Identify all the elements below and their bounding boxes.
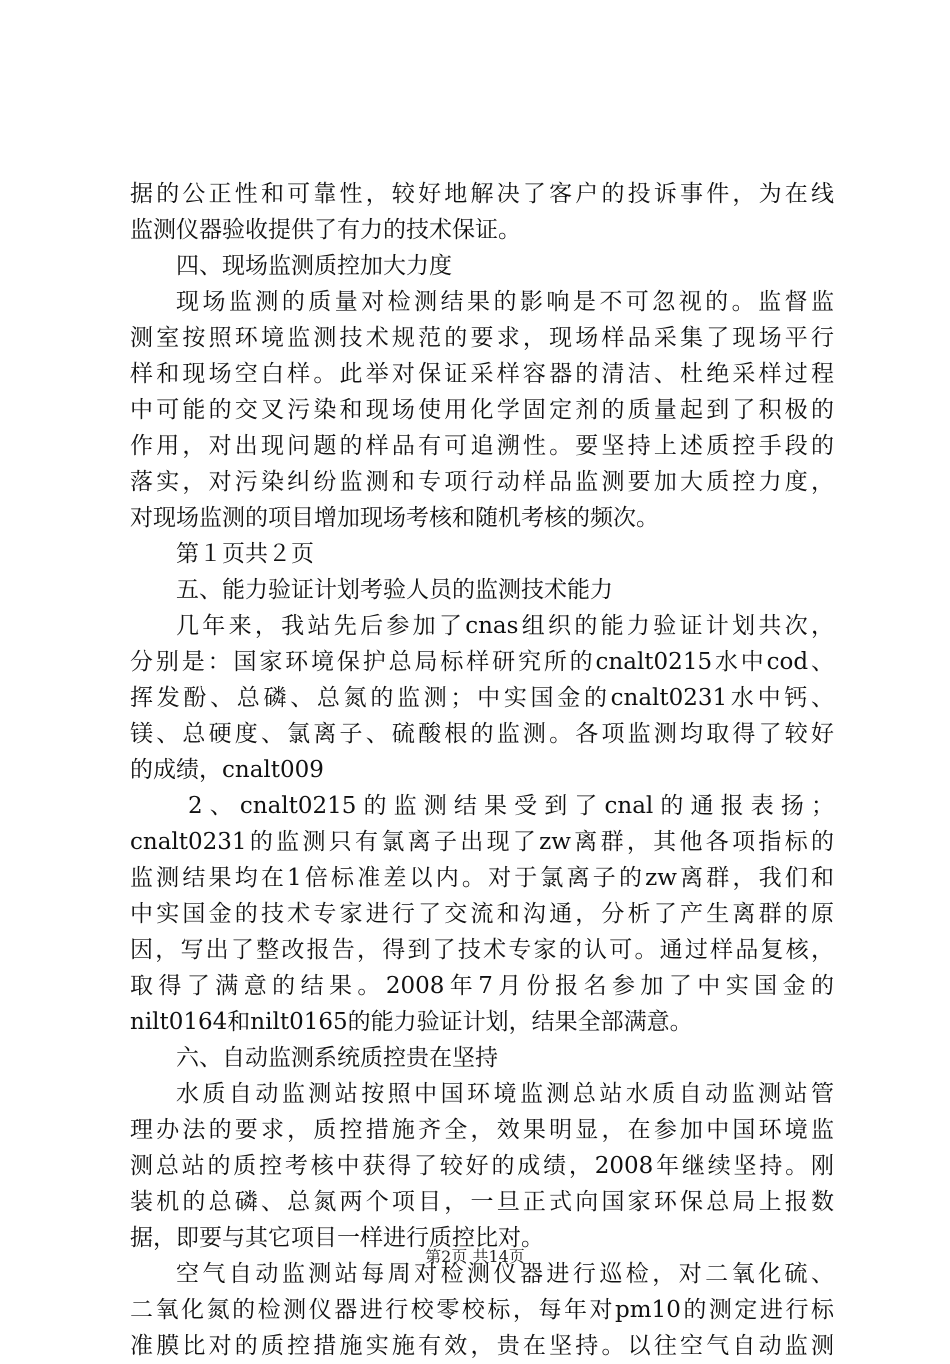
page-footer: 第2页 共14页: [425, 1247, 525, 1266]
text-line: 几年来，我站先后参加了cnas组织的能力验证计划共次，: [176, 613, 834, 639]
text-line: 分别是：国家环境保护总局标样研究所的cnalt0215水中cod、: [130, 649, 834, 675]
text-line: 水质自动监测站按照中国环境监测总站水质自动监测站管: [176, 1081, 834, 1107]
text-line: 监测结果均在1倍标准差以内。对于氯离子的zw离群，我们和: [130, 865, 834, 891]
text-line: 测总站的质控考核中获得了较好的成绩，2008年继续坚持。刚: [130, 1153, 834, 1179]
text-line: 挥发酚、总磷、总氮的监测；中实国金的cnalt0231水中钙、: [130, 685, 834, 711]
text-line: 中可能的交叉污染和现场使用化学固定剂的质量起到了积极的: [130, 397, 834, 423]
text-line: 现场监测的质量对检测结果的影响是不可忽视的。监督监: [176, 289, 834, 315]
text-line: nilt0164和nilt0165的能力验证计划，结果全部满意。: [130, 1009, 693, 1035]
text-line: cnalt0231的监测只有氯离子出现了zw离群，其他各项指标的: [130, 829, 834, 855]
text-line: 据，即要与其它项目一样进行质控比对。: [130, 1225, 544, 1251]
section-heading: 四、现场监测质控加大力度: [176, 253, 452, 279]
text-line: 因，写出了整改报告，得到了技术专家的认可。通过样品复核，: [130, 937, 834, 963]
text-line: 对现场监测的项目增加现场考核和随机考核的频次。: [130, 505, 659, 531]
text-line: 取得了满意的结果。2008年7月份报名参加了中实国金的: [130, 973, 834, 999]
text-line: 二氧化氮的检测仪器进行校零校标，每年对pm10的测定进行标: [130, 1297, 834, 1323]
document-body: [130, 176, 834, 1364]
text-line: 装机的总磷、总氮两个项目，一旦正式向国家环保总局上报数: [130, 1189, 834, 1215]
text-line: 2、cnalt0215的监测结果受到了cnal的通报表扬；: [188, 793, 834, 819]
inline-page-marker: 第１页共２页: [176, 541, 314, 567]
text-line: 准膜比对的质控措施实施有效，贵在坚持。以往空气自动监测: [130, 1333, 834, 1359]
text-line: 中实国金的技术专家进行了交流和沟通，分析了产生离群的原: [130, 901, 834, 927]
text-line: 作用，对出现问题的样品有可追溯性。要坚持上述质控手段的: [130, 433, 834, 459]
text-line: 样和现场空白样。此举对保证采样容器的清洁、杜绝采样过程: [130, 361, 834, 387]
section-heading: 五、能力验证计划考验人员的监测技术能力: [176, 577, 613, 603]
text-line: 镁、总硬度、氯离子、硫酸根的监测。各项监测均取得了较好: [130, 721, 834, 747]
text-line: 落实，对污染纠纷监测和专项行动样品监测要加大质控力度，: [130, 469, 834, 495]
text-line: 的成绩，cnalt009: [130, 757, 324, 783]
text-line: 据的公正性和可靠性，较好地解决了客户的投诉事件，为在线: [130, 181, 834, 207]
section-heading: 六、自动监测系统质控贵在坚持: [176, 1045, 498, 1071]
text-line: 测室按照环境监测技术规范的要求，现场样品采集了现场平行: [130, 325, 834, 351]
text-line: 监测仪器验收提供了有力的技术保证。: [130, 217, 521, 243]
text-line: 空气自动监测站每周对检测仪器进行巡检，对二氧化硫、: [176, 1261, 834, 1287]
text-line: 理办法的要求，质控措施齐全，效果明显，在参加中国环境监: [130, 1117, 834, 1143]
